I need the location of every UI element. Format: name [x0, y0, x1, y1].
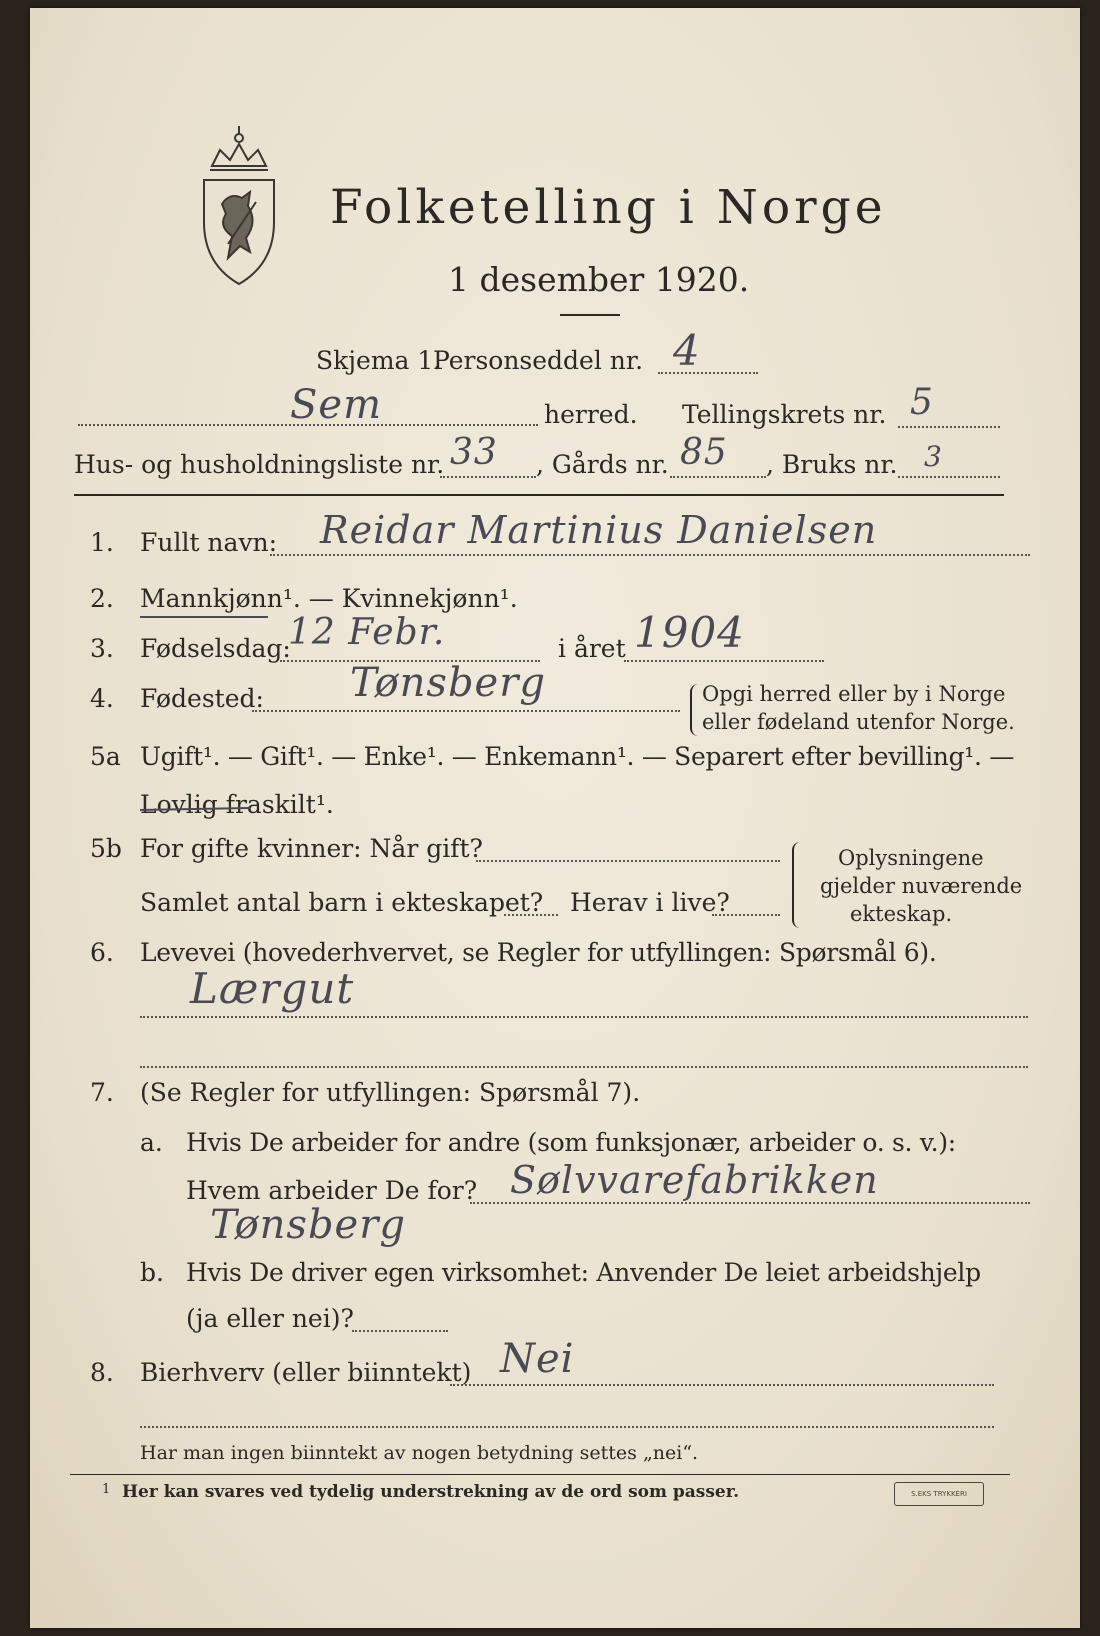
q6-value: Lærgut — [190, 964, 355, 1013]
hus-label: Hus- og husholdningsliste nr. — [74, 450, 445, 479]
q7a-line-1: Hvis De arbeider for andre (som funksjonær, arbeider o. s. v.): — [186, 1128, 956, 1157]
q7b-line-1: Hvis De driver egen virksomhet: Anvender De leiet arbeidshjelp — [186, 1258, 981, 1287]
q7b-line — [352, 1330, 448, 1332]
herred-label: herred. — [544, 400, 638, 429]
q5b-children-line — [504, 914, 558, 916]
q5b-line-2: Samlet antal barn i ekteskapet? — [140, 888, 544, 917]
q7a-line-a — [470, 1202, 1030, 1204]
q8-label: Bierhverv (eller biinntekt) — [140, 1358, 472, 1387]
q3-year-label: i året — [558, 634, 626, 663]
census-form — [30, 8, 1080, 1628]
q1-label: Fullt navn: — [140, 528, 278, 557]
q6-label: Levevei (hovederhvervet, se Regler for utfyllingen: Spørsmål 6). — [140, 938, 937, 967]
q8-value: Nei — [500, 1336, 575, 1382]
q7a-number: a. — [140, 1128, 163, 1157]
gards-line — [670, 476, 766, 478]
printer-stamp-text: S.EKS TRYKKERI — [911, 1490, 967, 1498]
personseddel-value: 4 — [673, 326, 701, 375]
q7a-line-2: Hvem arbeider De for? — [186, 1176, 478, 1205]
form-title: Folketelling i Norge — [330, 180, 887, 235]
q8-number: 8. — [90, 1358, 114, 1387]
q5b-note-3: ekteskap. — [850, 902, 953, 926]
q8-line — [450, 1384, 994, 1386]
q8-line-2 — [140, 1426, 994, 1428]
q6-line-1 — [140, 1016, 1028, 1018]
q5b-line-1: For gifte kvinner: Når gift? — [140, 834, 483, 863]
q2-label: Mannkjønn¹. — Kvinnekjønn¹. — [140, 584, 518, 613]
q3-year-line — [624, 660, 824, 662]
gards-value: 85 — [680, 432, 728, 473]
q4-number: 4. — [90, 684, 114, 713]
q5b-note-2: gjelder nuværende — [820, 874, 1023, 898]
footer-note: Har man ingen biinntekt av nogen betydning settes „nei“. — [140, 1442, 699, 1464]
q5b-brace — [792, 842, 800, 928]
coat-of-arms-icon — [198, 126, 280, 291]
q4-label: Fødested: — [140, 684, 264, 713]
q7a-value-2: Tønsberg — [210, 1202, 406, 1248]
q4-note-2: eller fødeland utenfor Norge. — [702, 710, 1015, 734]
q4-brace — [690, 684, 698, 736]
q7b-line-2: (ja eller nei)? — [186, 1304, 354, 1333]
q5b-married-line — [476, 860, 780, 862]
tellingskrets-value: 5 — [910, 382, 934, 423]
q3-number: 3. — [90, 634, 114, 663]
hus-value: 33 — [450, 432, 498, 473]
footnote-mark: 1 — [102, 1482, 111, 1497]
q5b-line-2b: Herav i live? — [570, 888, 730, 917]
q3-label: Fødselsdag: — [140, 634, 291, 663]
census-date: 1 desember 1920. — [448, 260, 750, 299]
q5a-line-2: Lovlig fraskilt¹. — [140, 790, 334, 819]
bruks-line — [898, 476, 1000, 478]
q2-underline-mannkjonn — [140, 616, 268, 618]
tellingskrets-label: Tellingskrets nr. — [682, 400, 887, 429]
title-divider — [560, 314, 620, 316]
printer-stamp — [894, 1482, 984, 1506]
q6-number: 6. — [90, 938, 114, 967]
tellingskrets-line — [898, 426, 1000, 428]
q3-year-value: 1904 — [634, 608, 745, 657]
q3-value: 12 Febr. — [288, 612, 446, 653]
q7-label: (Se Regler for utfyllingen: Spørsmål 7). — [140, 1078, 641, 1107]
q6-line-2 — [140, 1066, 1028, 1068]
q7b-number: b. — [140, 1258, 164, 1287]
hus-line — [440, 476, 536, 478]
personseddel-label: Personseddel nr. — [433, 346, 644, 375]
footnote-text: Her kan svares ved tydelig understrekning av de ord som passer. — [122, 1482, 740, 1502]
q5a-number: 5a — [90, 742, 121, 771]
q4-line — [252, 710, 680, 712]
q5b-number: 5b — [90, 834, 122, 863]
q1-line — [270, 554, 1030, 556]
footnote-rule — [70, 1474, 1010, 1475]
herred-value: Sem — [290, 382, 383, 428]
gards-label: , Gårds nr. — [536, 450, 669, 479]
q5b-note-1: Oplysningene — [838, 846, 984, 870]
q4-value: Tønsberg — [350, 660, 546, 706]
q5b-alive-line — [712, 914, 780, 916]
q7a-value-1: Sølvvarefabrikken — [510, 1158, 879, 1202]
q1-value: Reidar Martinius Danielsen — [320, 508, 878, 552]
bruks-label: , Bruks nr. — [766, 450, 898, 479]
q4-note-1: Opgi herred eller by i Norge — [702, 682, 1006, 706]
header-rule — [74, 494, 1004, 496]
q2-number: 2. — [90, 584, 114, 613]
q1-number: 1. — [90, 528, 114, 557]
bruks-value: 3 — [924, 440, 943, 473]
q7-number: 7. — [90, 1078, 114, 1107]
q5a-line-1: Ugift¹. — Gift¹. — Enke¹. — Enkemann¹. — Separert efter bevilling¹. — — [140, 742, 1015, 771]
skjema-label: Skjema 1. — [316, 346, 442, 375]
